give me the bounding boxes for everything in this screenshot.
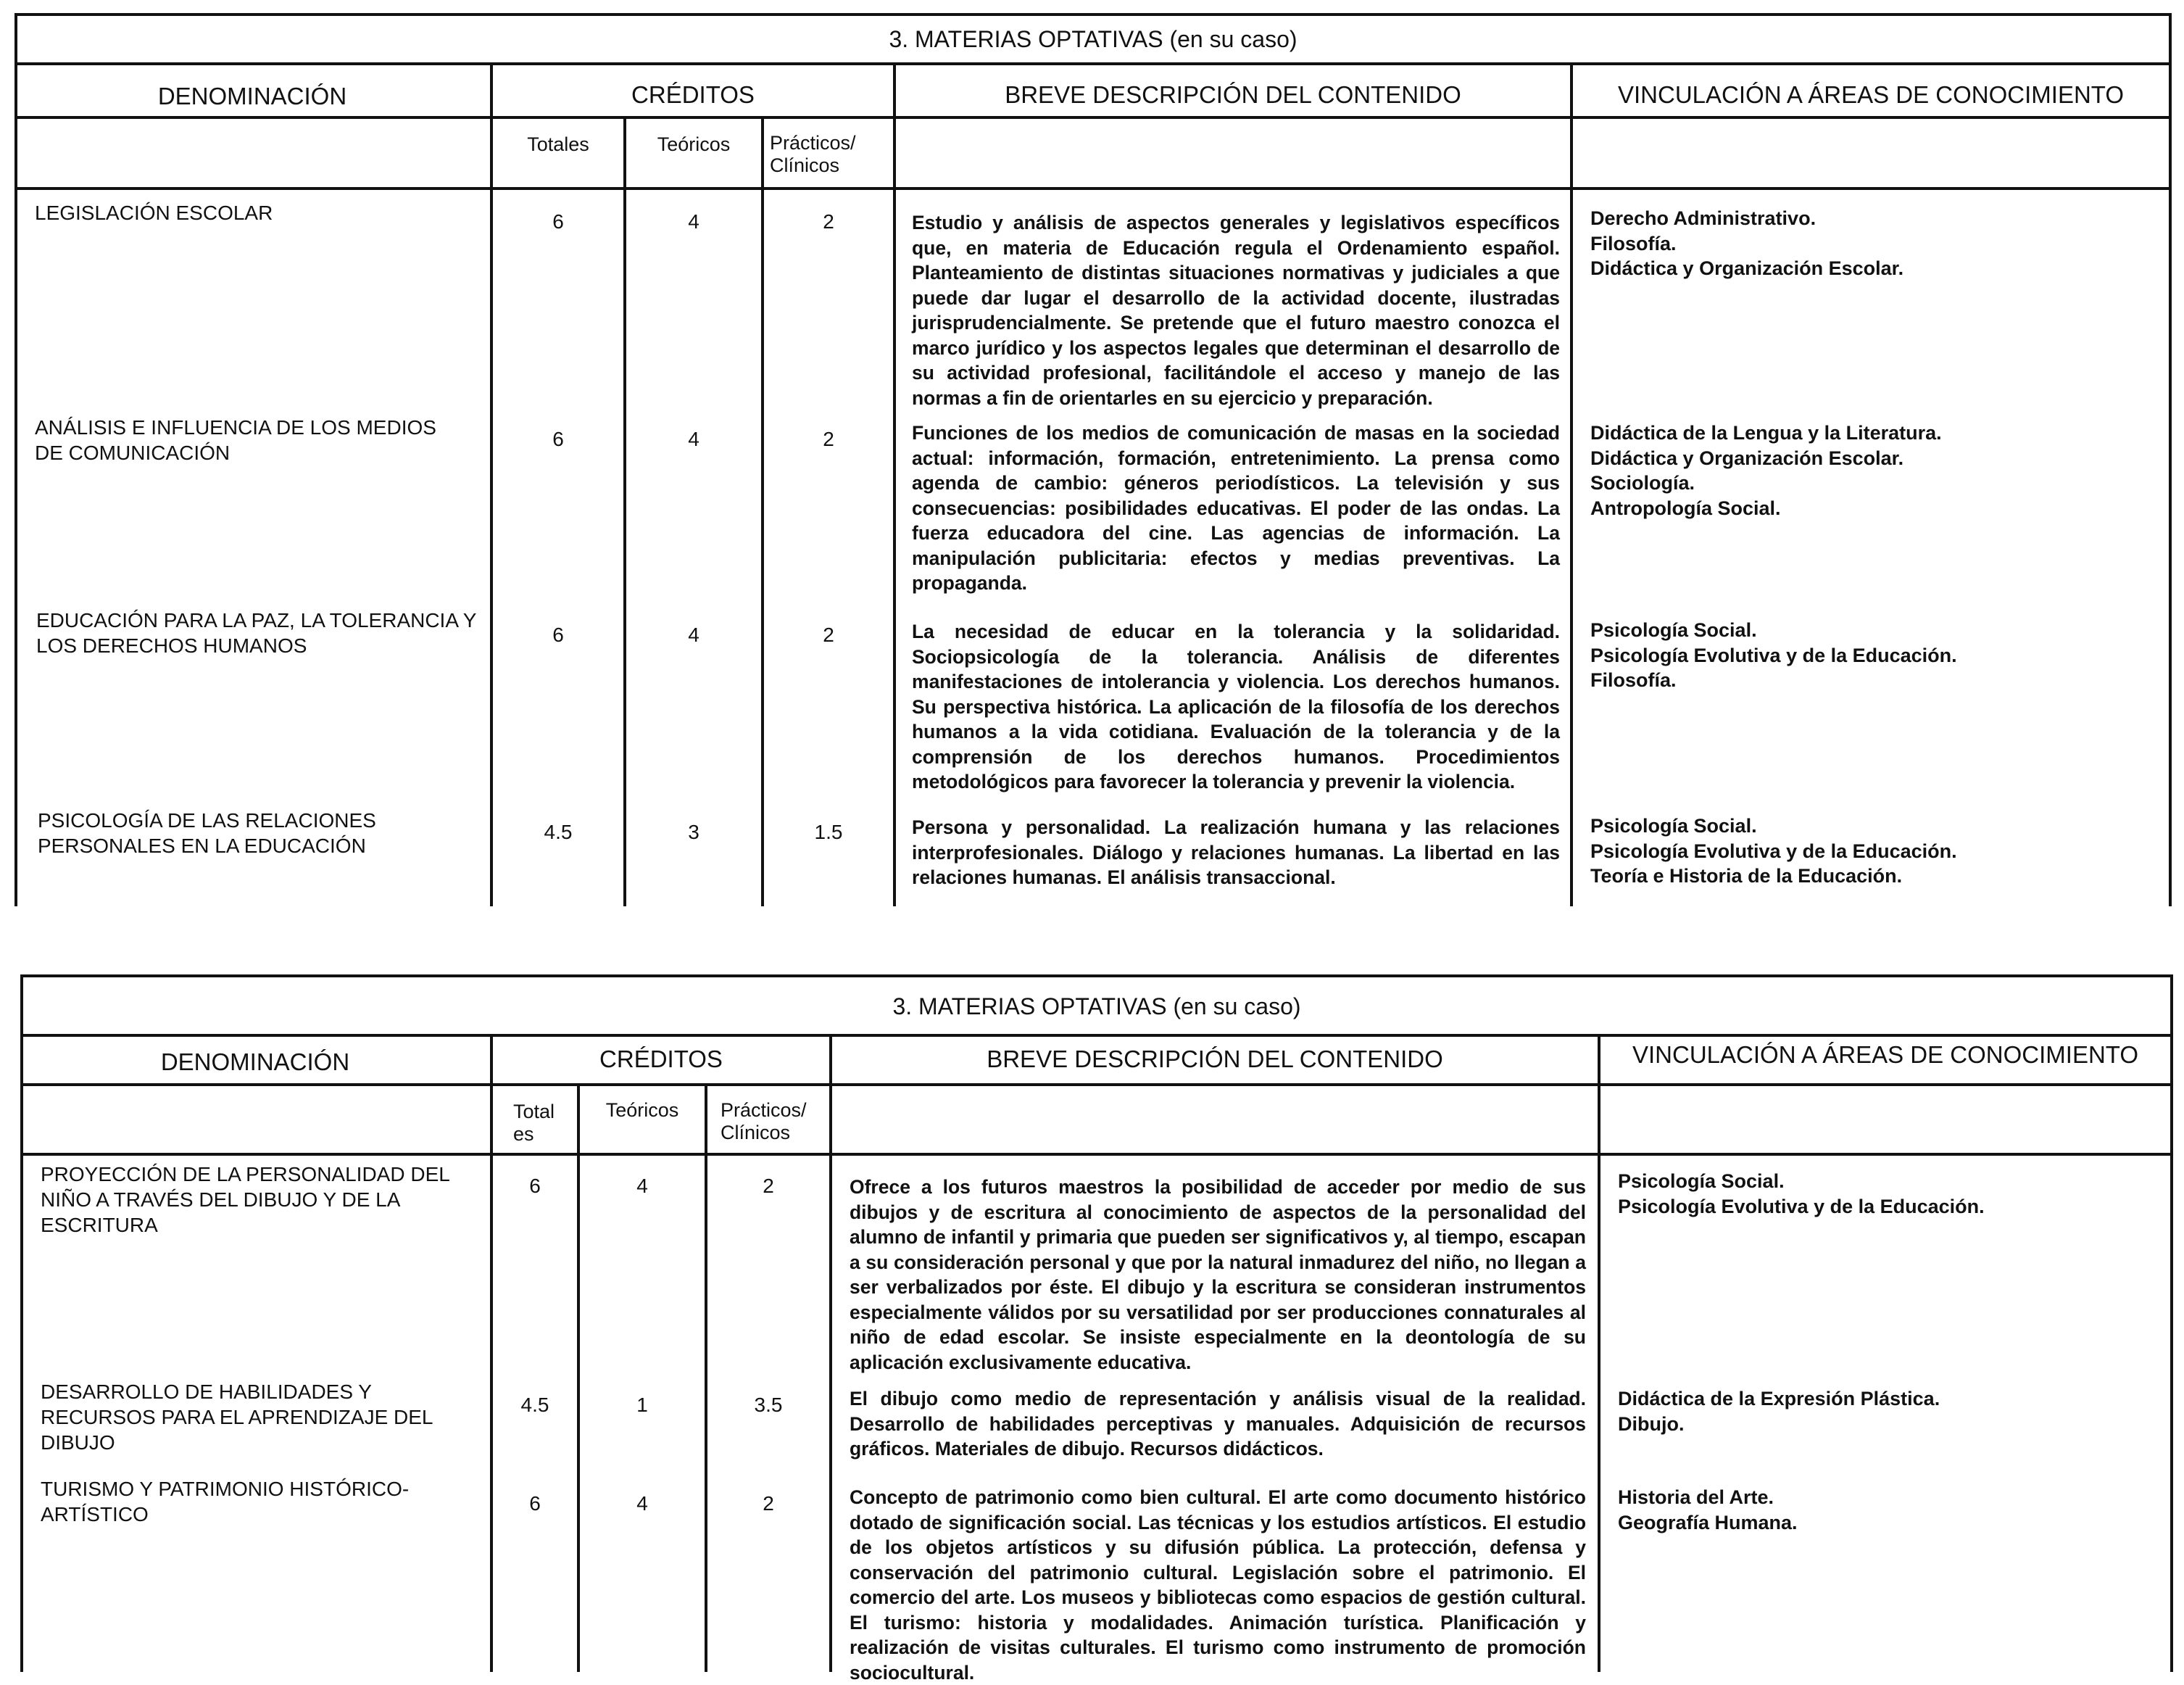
- subject-description: El dibujo como medio de representación y análisis visual de la realidad. Desarrollo de habilidades perceptivas y manuales. Adquisición de recursos gráficos. Materiales de dibujo. Recursos didácticos.: [850, 1388, 1586, 1460]
- credits-teoricos: 4: [688, 210, 699, 233]
- area-item: Filosofía.: [1590, 232, 1677, 254]
- credits-practicos: 2: [763, 1492, 774, 1515]
- subject-name: ANÁLISIS E INFLUENCIA DE LOS MEDIOS DE COMUNICACIÓN: [35, 416, 436, 464]
- area-item: Historia del Arte.: [1618, 1486, 1774, 1508]
- credits-teoricos: 4: [688, 624, 699, 646]
- column-header-vinculacion: VINCULACIÓN A ÁREAS DE CONOCIMIENTO: [1632, 1041, 2139, 1068]
- knowledge-areas: [1590, 206, 1903, 281]
- area-item: Teoría e Historia de la Educación.: [1590, 865, 1903, 887]
- subject-description: Funciones de los medios de comunicación de masas en la sociedad actual: información, formación, entretenimiento. La prensa como agenda de cambio: géneros periodísticos. La televisión y sus consecuencias: posibilidades educativas. El poder de las ondas. La fuerza educadora del cine. Las agencias de información. La manipulación publicitaria: efectos y medias preventivas. La propaganda.: [912, 422, 1560, 594]
- knowledge-areas: [1590, 618, 1957, 693]
- credits-teoricos: 4: [636, 1175, 648, 1197]
- credits-practicos: 2: [823, 428, 834, 450]
- table-title: 3. MATERIAS OPTATIVAS (en su caso): [892, 993, 1301, 1019]
- credits-practicos: 3.5: [754, 1394, 783, 1416]
- column-header-creditos: CRÉDITOS: [599, 1046, 723, 1072]
- subject-description: Estudio y análisis de aspectos generales y legislativos específicos que, en materia de Educación regula el Ordenamiento español. Planteamiento de distintas situaciones normativas y judiciales a que puede dar lugar el desarrollo de la actividad docente, ilustradas jurisprudencialmente. Se pretende que el futuro maestro conozca el marco jurídico y los aspectos legales que determinan el desarrollo de su actividad profesional, facilitándole el acceso y manejo de las normas a fin de orientarles en su ejercicio y preparación.: [912, 212, 1560, 409]
- subject-name: DESARROLLO DE HABILIDADES Y RECURSOS PARA EL APRENDIZAJE DEL DIBUJO: [41, 1380, 433, 1454]
- area-item: Antropología Social.: [1590, 497, 1781, 519]
- column-header-descripcion: BREVE DESCRIPCIÓN DEL CONTENIDO: [1005, 81, 1461, 108]
- knowledge-areas: [1618, 1169, 1985, 1219]
- credits-teoricos: 4: [688, 428, 699, 450]
- area-item: Didáctica de la Lengua y la Literatura.: [1590, 422, 1942, 444]
- subject-name: PROYECCIÓN DE LA PERSONALIDAD DEL NIÑO A TRAVÉS DEL DIBUJO Y DE LA ESCRITURA: [41, 1163, 449, 1236]
- credits-practicos: 2: [823, 624, 834, 646]
- credits-teoricos: 4: [636, 1492, 648, 1515]
- credits-totales: 6: [552, 624, 564, 646]
- subheader-totales: Total es: [513, 1101, 555, 1145]
- area-item: Psicología Social.: [1590, 815, 1757, 837]
- area-item: Sociología.: [1590, 472, 1695, 494]
- area-item: Didáctica y Organización Escolar.: [1590, 257, 1904, 279]
- credits-totales: 4.5: [544, 821, 573, 843]
- knowledge-areas: [1590, 813, 1957, 889]
- column-header-descripcion: BREVE DESCRIPCIÓN DEL CONTENIDO: [987, 1046, 1443, 1072]
- subject-name: TURISMO Y PATRIMONIO HISTÓRICO-ARTÍSTICO: [41, 1478, 410, 1525]
- subject-description: Ofrece a los futuros maestros la posibilidad de acceder por medio de sus dibujos y de escritura al conocimiento de aspectos de la personalidad del alumno de infantil y primaria que pueden ser significativos y, al tiempo, escapan a su consideración personal y que por la natural inmadurez del niño, no llegan a ser verbalizados por éste. El dibujo y la escritura se consideran instrumentos especialmente válidos por su versatilidad por ser producciones connaturales al niño de edad escolar. Se insiste especialmente en la deontología de su aplicación exclusivamente educativa.: [850, 1176, 1586, 1373]
- subheader-teoricos: Teóricos: [657, 133, 731, 155]
- subject-description: Persona y personalidad. La realización humana y las relaciones interprofesionales. Diálogo y relaciones humanas. La libertad en las relaciones humanas. El análisis transaccional.: [912, 816, 1560, 888]
- area-item: Psicología Evolutiva y de la Educación.: [1590, 840, 1957, 862]
- area-item: Psicología Social.: [1590, 619, 1757, 641]
- credits-practicos: 2: [763, 1175, 774, 1197]
- credits-totales: 6: [529, 1492, 541, 1515]
- subject-name: EDUCACIÓN PARA LA PAZ, LA TOLERANCIA Y LOS DERECHOS HUMANOS: [36, 609, 476, 657]
- table-title: 3. MATERIAS OPTATIVAS (en su caso): [889, 26, 1297, 52]
- subheader-practicos: Prácticos/ Clínicos: [770, 132, 856, 176]
- area-item: Didáctica de la Expresión Plástica.: [1618, 1388, 1940, 1409]
- optional-subjects-table-2: [0, 964, 2184, 1684]
- area-item: Psicología Evolutiva y de la Educación.: [1618, 1195, 1985, 1217]
- subject-description: La necesidad de educar en la tolerancia y la solidaridad. Sociopsicología de la tolerancia. Análisis de diferentes manifestaciones de intolerancia y violencia. Los derechos humanos. Su perspectiva histórica. La aplicación de la filosofía de los derechos humanos a la vida cotidiana. Evaluación de la tolerancia y de la comprensión de los derechos humanos. Procedimientos metodológicos para favorecer la tolerancia y prevenir la violencia.: [912, 621, 1560, 792]
- subheader-teoricos: Teóricos: [605, 1099, 679, 1121]
- area-item: Dibujo.: [1618, 1412, 1685, 1435]
- area-item: Didáctica y Organización Escolar.: [1590, 447, 1904, 469]
- area-item: Derecho Administrativo.: [1590, 207, 1816, 229]
- subject-name: LEGISLACIÓN ESCOLAR: [35, 202, 273, 224]
- area-item: Filosofía.: [1590, 669, 1677, 691]
- knowledge-areas: [1618, 1386, 1940, 1436]
- subheader-totales: Totales: [527, 133, 589, 155]
- knowledge-areas: [1618, 1485, 1798, 1535]
- credits-practicos: 1.5: [814, 821, 843, 843]
- area-item: Geografía Humana.: [1618, 1511, 1798, 1533]
- column-header-denominacion: DENOMINACIÓN: [160, 1048, 350, 1075]
- credits-teoricos: 1: [636, 1394, 648, 1416]
- column-header-vinculacion: VINCULACIÓN A ÁREAS DE CONOCIMIENTO: [1617, 81, 2125, 108]
- credits-totales: 4.5: [520, 1394, 549, 1416]
- area-item: Psicología Evolutiva y de la Educación.: [1590, 644, 1957, 666]
- credits-totales: 6: [529, 1175, 541, 1197]
- credits-totales: 6: [552, 210, 564, 233]
- subheader-practicos: Prácticos/ Clínicos: [721, 1099, 807, 1143]
- column-header-denominacion: DENOMINACIÓN: [157, 83, 347, 109]
- knowledge-areas: [1590, 421, 1942, 521]
- column-header-creditos: CRÉDITOS: [631, 81, 755, 108]
- credits-practicos: 2: [823, 210, 834, 233]
- area-item: Psicología Social.: [1618, 1170, 1785, 1192]
- credits-teoricos: 3: [688, 821, 699, 843]
- subject-description: Concepto de patrimonio como bien cultural. El arte como documento histórico dotado de significación social. Las técnicas y los estudios artísticos. El estudio de los objetos artísticos y su difusión pública. La protección, defensa y conservación del patrimonio cultural. Legislación sobre el patrimonio. El comercio del arte. Los museos y bibliotecas como espacios de gestión cultural. El turismo: historia y modalidades. Animación turística. Planificación y realización de visitas culturales. El turismo como instrumento de promoción sociocultural.: [850, 1486, 1586, 1684]
- credits-totales: 6: [552, 428, 564, 450]
- subject-name: PSICOLOGÍA DE LAS RELACIONES PERSONALES EN LA EDUCACIÓN: [38, 809, 376, 857]
